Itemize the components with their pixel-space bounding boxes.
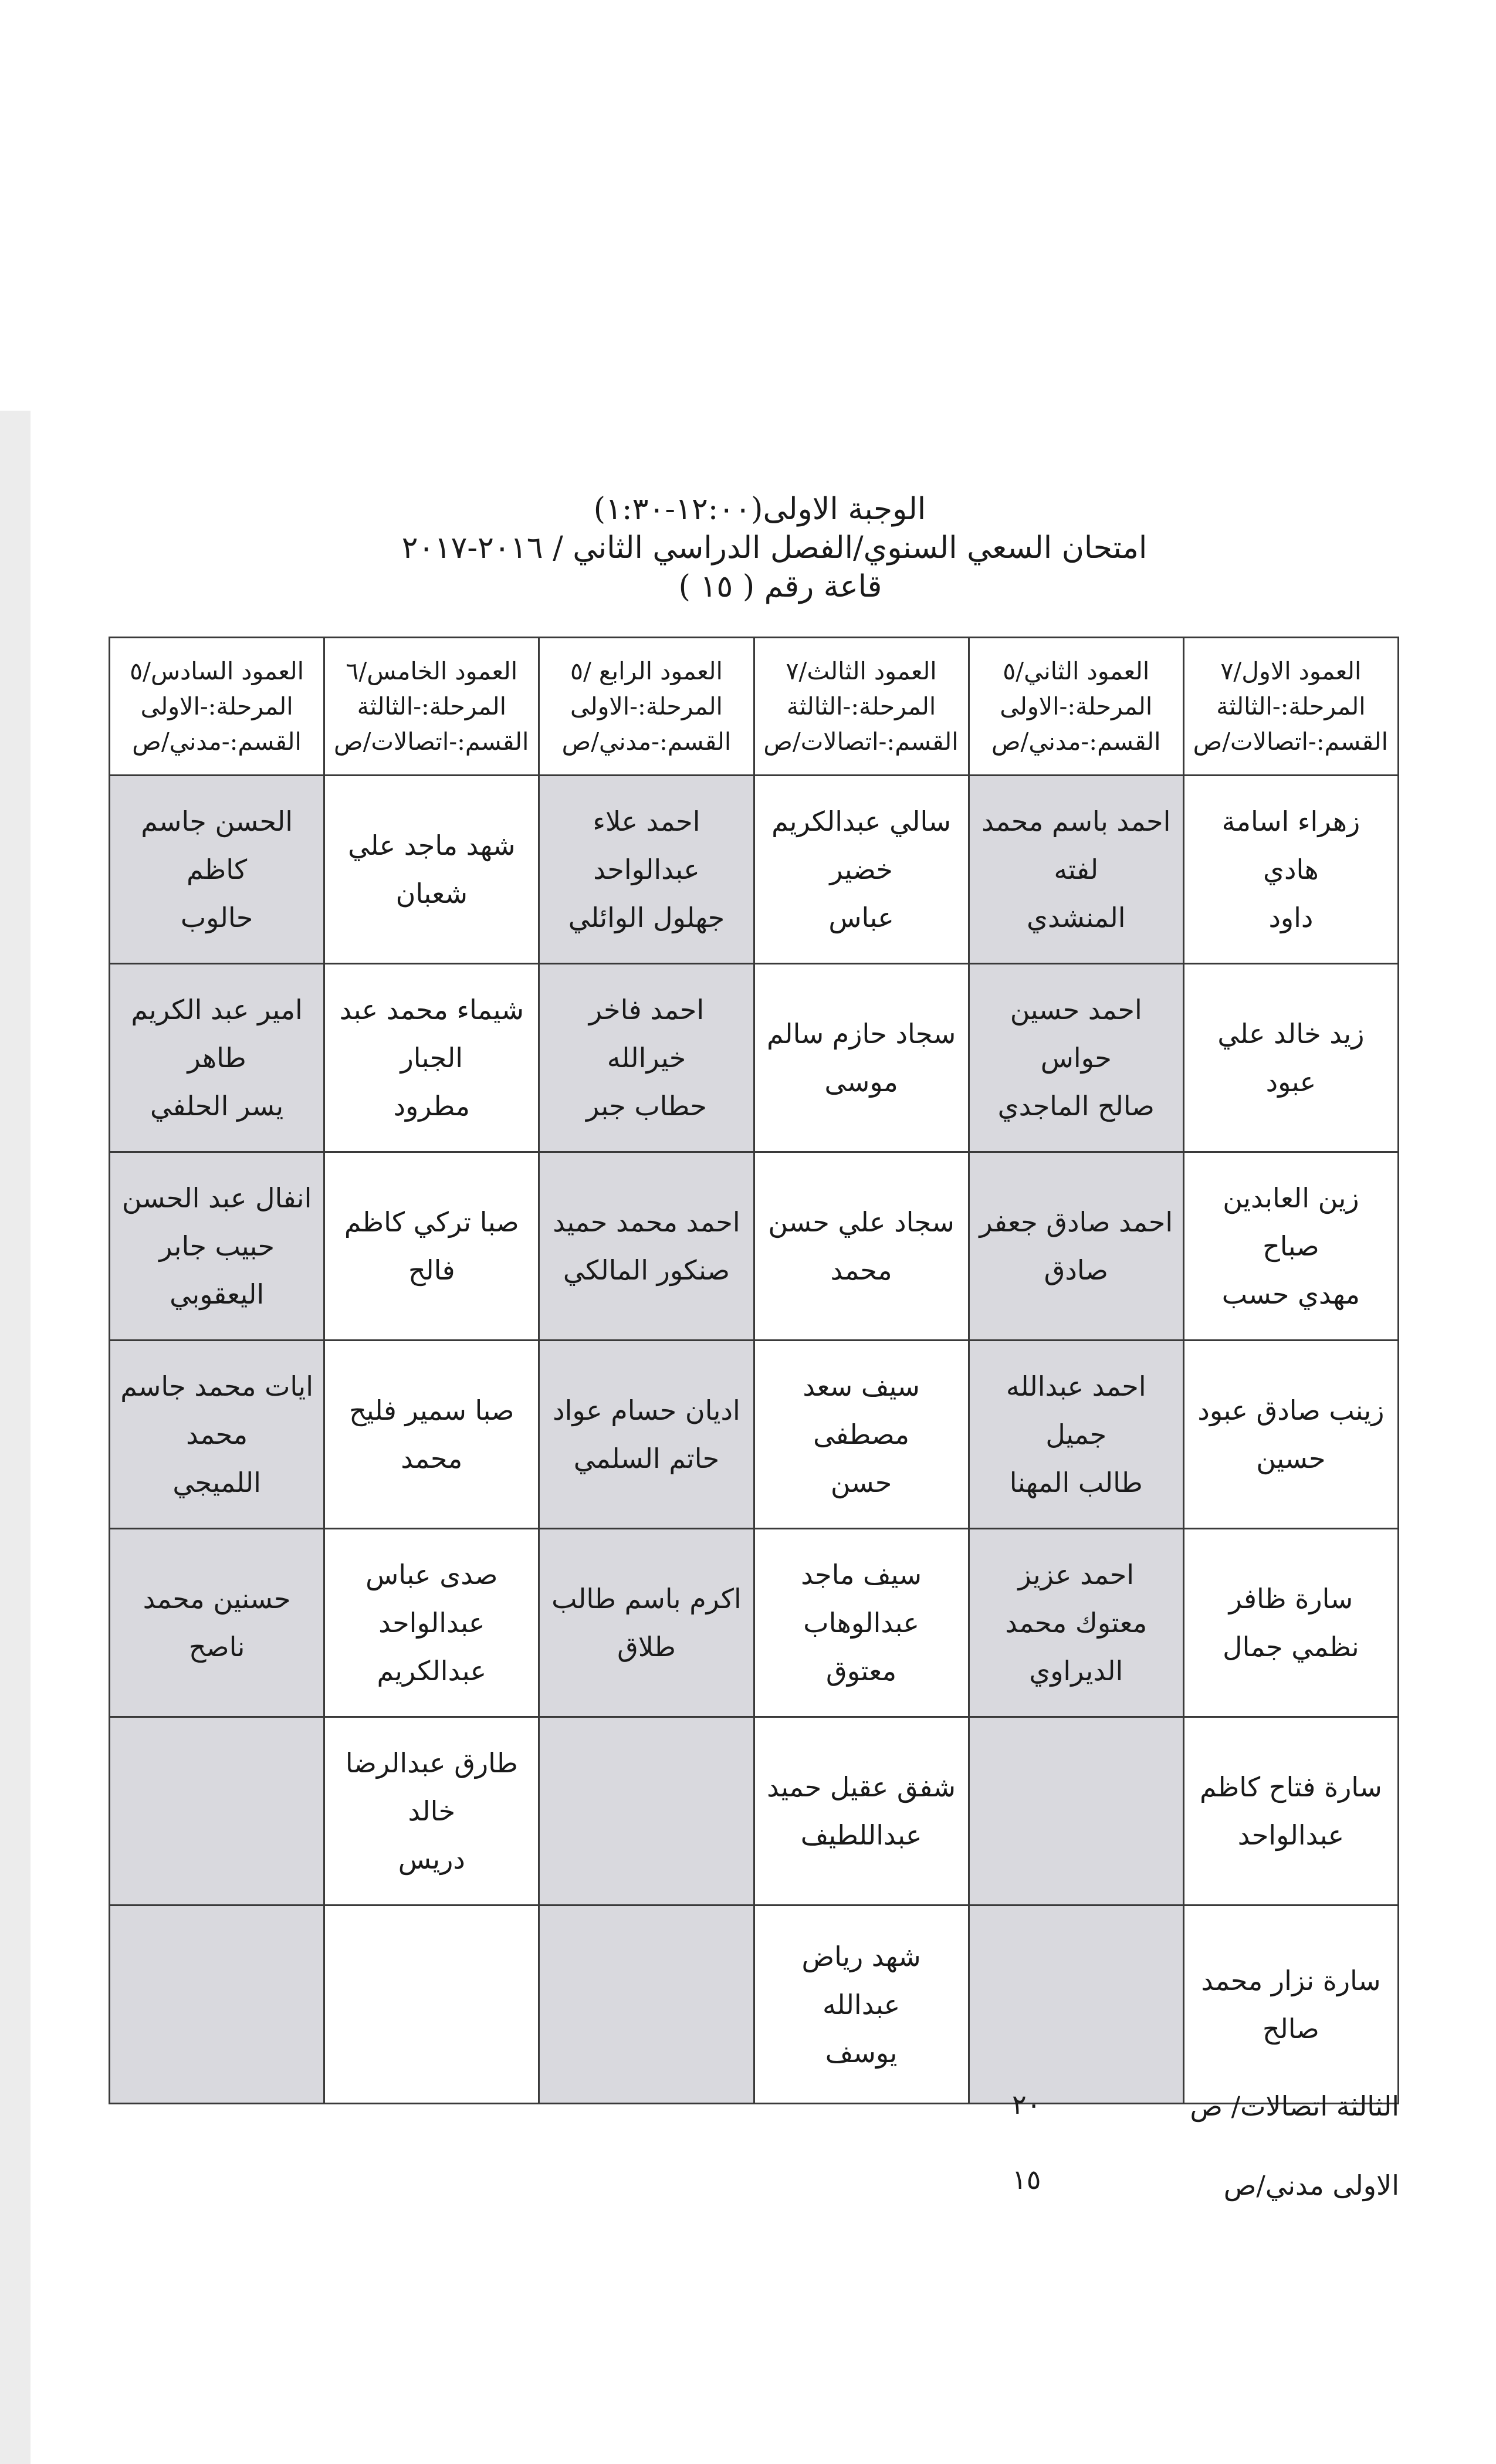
student-name-line: جهلول الوائلي xyxy=(568,902,725,933)
seat-row xyxy=(110,1717,1399,1905)
student-cell xyxy=(969,1529,1183,1717)
student-name-line: احمد عبدالله جميل xyxy=(1006,1370,1146,1450)
student-name-line: اكرم باسم طالب طلاق xyxy=(551,1583,742,1663)
student-cell xyxy=(539,1905,754,2104)
student-name-line: احمد علاء عبدالواحد xyxy=(593,805,700,885)
column-title: العمود الثالث/٧ xyxy=(786,657,937,685)
student-name-line: صبا سمير فليح محمد xyxy=(349,1395,515,1474)
student-name-line: حاتم السلمي xyxy=(573,1443,720,1474)
student-cell xyxy=(969,1152,1183,1341)
student-cell xyxy=(969,964,1183,1152)
student-cell xyxy=(1183,1905,1398,2104)
student-cell xyxy=(754,1717,969,1905)
student-name-line: زينب صادق عبود xyxy=(1197,1395,1385,1426)
student-cell xyxy=(754,1529,969,1717)
student-name-line: احمد محمد حميد xyxy=(553,1206,740,1238)
column-stage: المرحلة:-الثالثة xyxy=(1216,692,1366,720)
student-name-line: امير عبد الكريم طاهر xyxy=(131,994,303,1074)
summary-label-1: الثالثة اتصالات/ ص xyxy=(1190,2090,1399,2122)
column-stage: المرحلة:-الاولى xyxy=(140,692,293,720)
student-cell xyxy=(1183,776,1398,964)
student-name-line: صنكور المالكي xyxy=(563,1254,730,1286)
student-name-line: زهراء اسامة هادي xyxy=(1221,805,1360,885)
column-title: العمود الخامس/٦ xyxy=(346,657,518,685)
column-dept: القسم:-مدني/ص xyxy=(991,727,1161,756)
student-name-line: زيد خالد علي عبود xyxy=(1217,1018,1365,1098)
seat-row xyxy=(110,964,1399,1152)
student-name-line: احمد صادق جعفر xyxy=(979,1206,1173,1238)
student-cell xyxy=(1183,1529,1398,1717)
student-name-line: سارة نزار محمد صالح xyxy=(1201,1964,1381,2045)
student-cell xyxy=(324,1905,539,2104)
student-cell xyxy=(110,1905,324,2104)
column-dept: القسم:-اتصالات/ص xyxy=(763,727,959,756)
student-cell xyxy=(110,1152,324,1341)
student-name-line: شفق عقيل حميد xyxy=(767,1771,956,1803)
student-name-line: حطاب جبر xyxy=(586,1090,707,1122)
student-cell xyxy=(754,1905,969,2104)
summary-count-2: ١٥ xyxy=(1012,2164,1041,2195)
seat-row xyxy=(110,1905,1399,2104)
student-cell xyxy=(539,776,754,964)
student-cell xyxy=(324,964,539,1152)
column-header xyxy=(324,638,539,776)
student-cell xyxy=(969,776,1183,964)
student-cell xyxy=(1183,964,1398,1152)
student-cell xyxy=(324,1341,539,1529)
student-name-line: داود xyxy=(1268,902,1314,933)
column-header xyxy=(754,638,969,776)
session-title: الوجبة الاولى(١٢:٠٠-١:٣٠) xyxy=(593,492,926,527)
student-name-line: حبيب جابر اليعقوبي xyxy=(159,1230,275,1310)
column-header xyxy=(1183,638,1398,776)
student-name-line: صدى عباس xyxy=(365,1559,498,1590)
column-header xyxy=(110,638,324,776)
student-name-line: المنشدي xyxy=(1027,902,1126,933)
student-name-line: سيف ماجد xyxy=(801,1559,922,1590)
column-stage: المرحلة:-الثالثة xyxy=(357,692,506,720)
student-name-line: حسن xyxy=(830,1467,892,1498)
student-cell xyxy=(110,1717,324,1905)
student-name-line: صبا تركي كاظم فالح xyxy=(344,1206,519,1286)
student-name-line: سجاد علي حسن محمد xyxy=(768,1206,955,1286)
column-dept: القسم:-مدني/ص xyxy=(561,727,732,756)
student-cell xyxy=(324,1152,539,1341)
column-stage: المرحلة:-الثالثة xyxy=(786,692,936,720)
student-name-line: صادق xyxy=(1044,1254,1108,1286)
student-cell xyxy=(969,1905,1183,2104)
student-name-line: انفال عبد الحسن xyxy=(121,1182,312,1214)
student-cell xyxy=(754,1341,969,1529)
student-name-line: حسين xyxy=(1256,1443,1326,1474)
student-name-line: طالب المهنا xyxy=(1009,1467,1143,1498)
student-name-line: عبدالواحد xyxy=(1237,1819,1345,1851)
column-title: العمود الرابع /٥ xyxy=(570,657,723,685)
student-name-line: حالوب xyxy=(180,902,253,933)
student-name-line: احمد باسم محمد لفته xyxy=(981,805,1171,885)
student-name-line: سجاد حازم سالم موسى xyxy=(766,1018,956,1098)
student-name-line: عباس xyxy=(828,902,894,933)
summary-label-2: الاولى مدني/ص xyxy=(1223,2169,1399,2201)
student-cell xyxy=(539,1341,754,1529)
student-cell xyxy=(754,1152,969,1341)
student-name-line: احمد فاخر خيرالله xyxy=(588,994,705,1074)
column-title: العمود الثاني/٥ xyxy=(1003,657,1150,685)
seating-table xyxy=(109,637,1399,2104)
student-name-line: مهدي حسب xyxy=(1221,1278,1360,1310)
student-name-line: عبداللطيف xyxy=(800,1819,922,1851)
student-cell xyxy=(324,1529,539,1717)
student-cell xyxy=(754,776,969,964)
student-name-line: سارة فتاح كاظم xyxy=(1200,1771,1382,1803)
student-name-line: احمد حسين حواس xyxy=(1010,994,1142,1074)
exam-title: امتحان السعي السنوي/الفصل الدراسي الثاني / ٢٠١٦-٢٠١٧ xyxy=(401,530,1148,566)
column-header xyxy=(539,638,754,776)
student-name-line: شهد ماجد علي شعبان xyxy=(348,830,516,909)
student-name-line: سيف سعد مصطفى xyxy=(803,1370,920,1450)
column-header xyxy=(969,638,1183,776)
summary-count-1: ٢٠ xyxy=(1012,2089,1041,2120)
student-name-line: اللميجي xyxy=(172,1467,261,1498)
seat-row xyxy=(110,1152,1399,1341)
student-name-line: الديراوي xyxy=(1029,1655,1123,1687)
student-name-line: شيماء محمد عبد الجبار xyxy=(339,994,524,1074)
student-cell xyxy=(539,1717,754,1905)
student-cell xyxy=(1183,1717,1398,1905)
student-name-line: يوسف xyxy=(825,2036,898,2069)
student-cell xyxy=(110,1529,324,1717)
seat-row xyxy=(110,1529,1399,1717)
student-cell xyxy=(110,776,324,964)
seat-row xyxy=(110,776,1399,964)
student-cell xyxy=(539,1152,754,1341)
student-cell xyxy=(1183,1152,1398,1341)
hall-number: قاعة رقم ( ١٥ ) xyxy=(678,569,882,604)
student-name-line: سارة ظافر نظمي جمال xyxy=(1223,1583,1359,1663)
column-stage: المرحلة:-الاولى xyxy=(1000,692,1153,720)
student-name-line: عبدالواحد عبدالكريم xyxy=(377,1607,487,1687)
document-header xyxy=(0,490,1496,606)
student-name-line: طارق عبدالرضا خالد xyxy=(345,1747,518,1827)
student-name-line: احمد عزيز معتوك محمد xyxy=(1005,1559,1148,1639)
column-dept: القسم:-اتصالات/ص xyxy=(1193,727,1388,756)
student-name-line: حسنين محمد ناصح xyxy=(143,1583,291,1663)
column-dept: القسم:-مدني/ص xyxy=(132,727,302,756)
column-title: العمود الاول/٧ xyxy=(1220,657,1362,685)
student-cell xyxy=(539,964,754,1152)
column-dept: القسم:-اتصالات/ص xyxy=(334,727,529,756)
student-cell xyxy=(324,776,539,964)
student-name-line: صالح الماجدي xyxy=(997,1090,1155,1122)
column-header-row xyxy=(110,638,1399,776)
student-cell xyxy=(110,1341,324,1529)
scan-edge xyxy=(0,411,31,2464)
student-cell xyxy=(969,1717,1183,1905)
student-name-line: شهد رياض عبدالله xyxy=(801,1940,921,2020)
student-name-line: ايات محمد جاسم محمد xyxy=(120,1370,314,1450)
student-name-line: اديان حسام عواد xyxy=(553,1395,740,1426)
student-name-line: يسر الحلفي xyxy=(150,1090,284,1122)
student-cell xyxy=(324,1717,539,1905)
student-name-line: سالي عبدالكريم خضير xyxy=(771,805,952,885)
student-name-line: عبدالوهاب معتوق xyxy=(803,1607,919,1687)
student-cell xyxy=(110,964,324,1152)
column-title: العمود السادس/٥ xyxy=(130,657,304,685)
student-cell xyxy=(754,964,969,1152)
student-name-line: الحسن جاسم كاظم xyxy=(141,805,293,885)
student-name-line: زين العابدين صباح xyxy=(1223,1182,1359,1262)
student-cell xyxy=(1183,1341,1398,1529)
student-name-line: مطرود xyxy=(393,1090,471,1122)
student-cell xyxy=(539,1529,754,1717)
column-stage: المرحلة:-الاولى xyxy=(570,692,723,720)
seat-row xyxy=(110,1341,1399,1529)
student-name-line: دريس xyxy=(398,1843,465,1875)
student-cell xyxy=(969,1341,1183,1529)
